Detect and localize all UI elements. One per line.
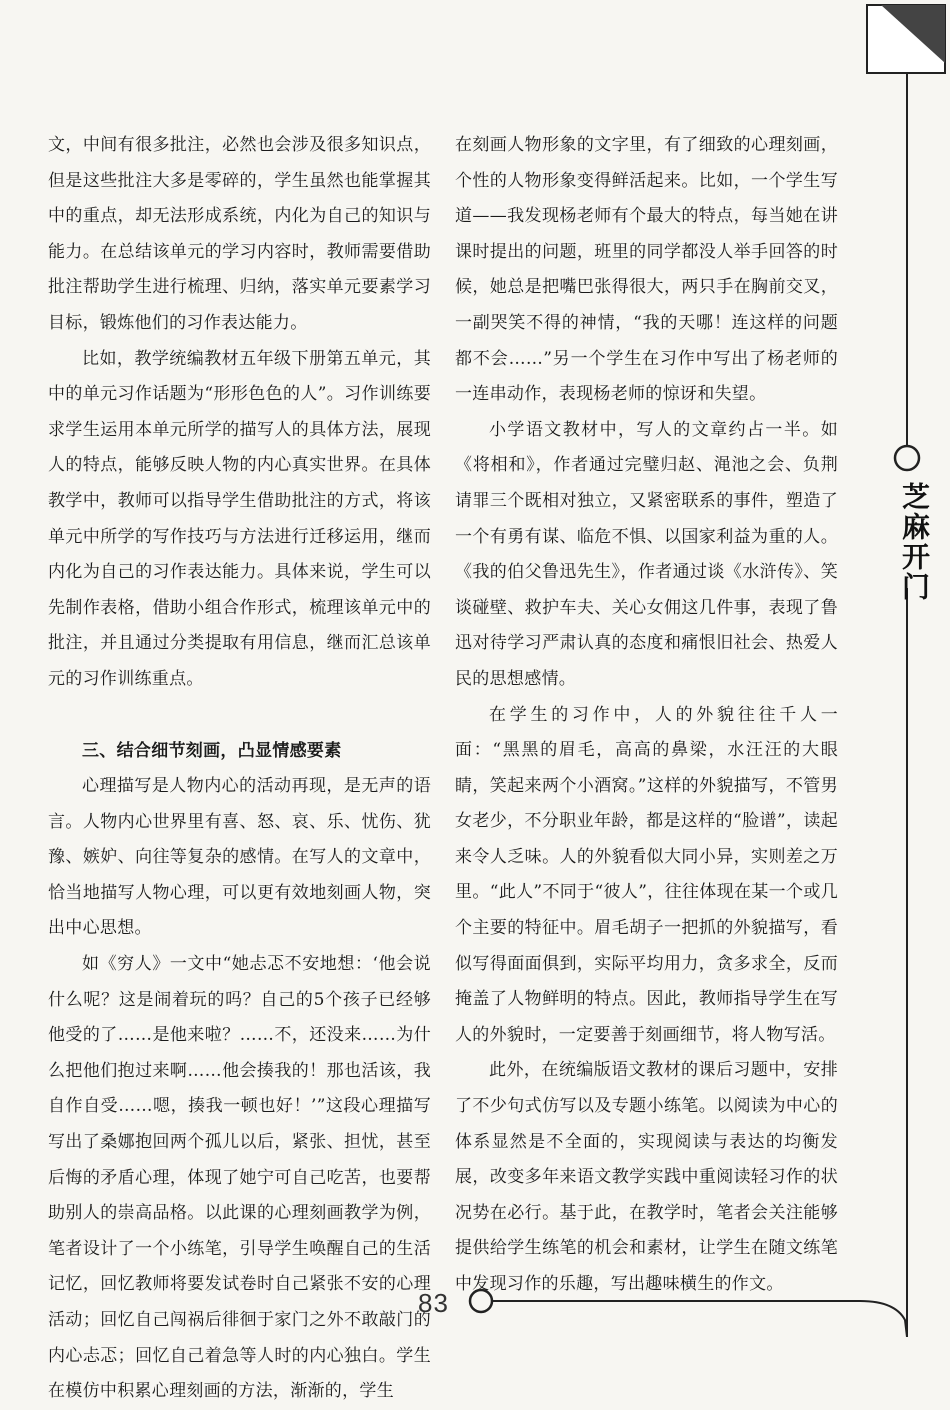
right-column — [455, 128, 838, 1303]
left-paragraph-1: 文，中间有很多批注，必然也会涉及很多知识点，但是这些批注大多是零碎的，学生虽然也能掌握其中的重点，却无法形成系统，内化为自己的知识与能力。在总结该单元的学习内容时，教师需要借助批注帮助学生进行梳理、归纳，落实单元要素学习目标，锻炼他们的习作表达能力。 — [48, 135, 431, 333]
section-circle-icon — [895, 446, 919, 470]
left-paragraph-3: 心理描写是人物内心的活动再现，是无声的语言。人物内心世界里有喜、怒、哀、乐、忧伤、犹豫、嫉妒、向往等复杂的感情。在写人的文章中，恰当地描写人物心理，可以更有效地刻画人物，突出中心思想。 — [48, 776, 431, 939]
right-paragraph-1: 在刻画人物形象的文字里，有了细致的心理刻画，个性的人物形象变得鲜活起来。比如，一个学生写道——我发现杨老师有个最大的特点，每当她在讲课时提出的问题，班里的同学都没人举手回答的时候，她总是把嘴巴张得很大，两只手在胸前交叉，一副哭笑不得的神情，“我的天哪！连这样的问题都不会……”另一个学生在习作中写出了杨老师的一连串动作，表现杨老师的惊讶和失望。 — [455, 135, 838, 405]
left-column — [48, 128, 431, 1410]
page-number: 83 — [418, 1288, 449, 1318]
page-number-line — [492, 1301, 907, 1337]
section-label: 芝麻开门 — [898, 482, 931, 602]
left-paragraph-2: 比如，教学统编教材五年级下册第五单元，其中的单元习作话题为“形形色色的人”。习作训练要求学生运用本单元所学的描写人的具体方法，展现人的特点，能够反映人物的内心真实世界。在具体教学中，教师可以指导学生借助批注的方式，将该单元中所学的写作技巧与方法进行迁移运用，继而内化为自己的习作表达能力。具体来说，学生可以先制作表格，借助小组合作形式，梳理该单元中的批注，并且通过分类提取有用信息，继而汇总该单元的习作训练重点。 — [48, 348, 431, 689]
right-paragraph-4: 此外，在统编版语文教材的课后习题中，安排了不少句式仿写以及专题小练笔。以阅读为中心的体系显然是不全面的，实现阅读与表达的均衡发展，改变多年来语文教学实践中重阅读轻习作的状况势在必行。基于此，在教学时，笔者会关注能够提供给学生练笔的机会和素材，让学生在随文练笔中发现习作的乐趣，写出趣味横生的作文。 — [455, 1060, 838, 1294]
right-paragraph-3: 在学生的习作中，人的外貌往往千人一面：“黑黑的眉毛，高高的鼻梁，水汪汪的大眼睛，笑起来两个小酒窝。”这样的外貌描写，不管男女老少，不分职业年龄，都是这样的“脸谱”，读起来令人乏味。人的外貌看似大同小异，实则差之万里。“此人”不同于“彼人”，往往体现在某一个或几个主要的特征中。眉毛胡子一把抓的外貌描写，看似写得面面俱到，实际平均用力，贪多求全，反而掩盖了人物鲜明的特点。因此，教师指导学生在写人的外貌时，一定要善于刻画细节，将人物写活。 — [455, 704, 838, 1045]
right-paragraph-2: 小学语文教材中，写人的文章约占一半。如《将相和》，作者通过完璧归赵、渑池之会、负荆请罪三个既相对独立，又紧密联系的事件，塑造了一个有勇有谋、临危不惧、以国家利益为重的人。《我的伯父鲁迅先生》，作者通过谈《水浒传》、笑谈碰壁、救护车夫、关心女佣这几件事，表现了鲁迅对待学习严肃认真的态度和痛恨旧社会、热爱人民的思想感情。 — [455, 419, 838, 689]
section-heading: 三、结合细节刻画，凸显情感要素 — [82, 740, 342, 761]
left-paragraph-4: 如《穷人》一文中“她忐忑不安地想：‘他会说什么呢？这是闹着玩的吗？自己的5个孩子已经够他受的了……是他来啦？……不，还没来……为什么把他们抱过来啊……他会揍我的！那也活该，我自作自受……嗯，揍我一顿也好！’”这段心理描写写出了桑娜抱回两个孤儿以后，紧张、担忧，甚至后悔的矛盾心理，体现了她宁可自己吃苦，也要帮助别人的崇高品格。以此课的心理刻画教学为例，笔者设计了一个小练笔，引导学生唤醒自己的生活记忆，回忆教师将要发试卷时自己紧张不安的心理活动；回忆自己闯祸后徘徊于家门之外不敢敲门的内心忐忑；回忆自己着急等人时的内心独白。学生在模仿中积累心理刻画的方法，渐渐的，学生 — [48, 954, 431, 1402]
